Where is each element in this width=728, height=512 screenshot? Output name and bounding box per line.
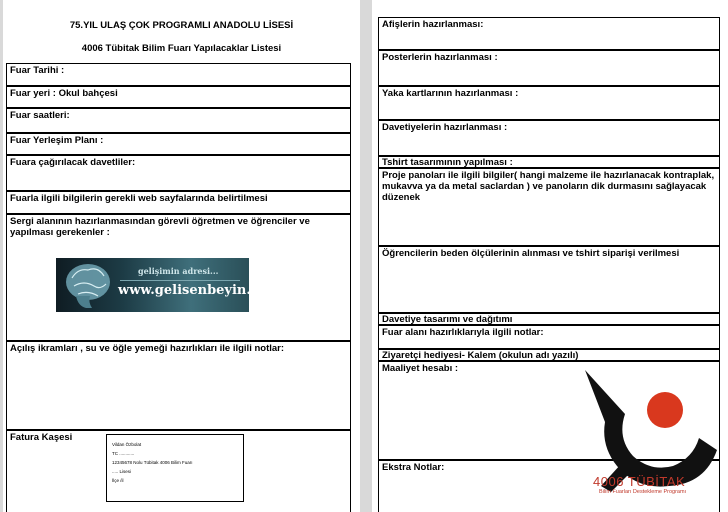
invite-design-label: Davetiye tasarımı ve dağıtımı	[382, 314, 513, 325]
banner-tagline: gelişimin adresi...	[138, 266, 219, 276]
stamp-line-school: ..... Lisesi	[112, 469, 132, 474]
posters-a-row	[378, 17, 720, 50]
invitations-row	[378, 120, 720, 156]
boards-row	[378, 168, 720, 246]
guests-row	[6, 155, 351, 191]
stamp-line-name: Vildan Özbolat	[112, 442, 142, 447]
logo-subtitle: Bilim Fuarları Destekleme Programı	[599, 489, 687, 495]
websites-label: Fuarla ilgili bilgilerin gerekli web sayfalarında belirtilmesi	[10, 193, 268, 204]
tshirt-order-label: Öğrencilerin beden ölçülerinin alınması ve tshirt siparişi verilmesi	[382, 248, 680, 259]
invoice-row	[6, 430, 351, 512]
badges-label: Yaka kartlarının hazırlanması :	[382, 88, 519, 99]
tshirt-design-row	[378, 156, 720, 168]
fair-hours-label: Fuar saatleri:	[10, 110, 70, 121]
gift-label: Ziyaretçi hediyesi- Kalem (okulun adı yazılı)	[382, 350, 579, 361]
posters-a-label: Afişlerin hazırlanması:	[382, 19, 484, 30]
list-title: 4006 Tübitak Bilim Fuarı Yapılacaklar Listesi	[81, 43, 282, 54]
banner-url: www.gelisenbeyin.net	[118, 283, 275, 298]
stamp-line-tc: TC ............	[112, 451, 135, 456]
area-notes-row	[378, 325, 720, 349]
layout-plan-row	[6, 133, 351, 155]
banner-image	[56, 258, 275, 312]
layout-plan-label: Fuar Yerleşim Planı :	[10, 135, 104, 146]
staff-row	[6, 214, 351, 341]
banner-divider	[120, 280, 240, 281]
staff-label: Sergi alanının hazırlanmasından görevli öğretmen ve öğrenciler ve yapılması gerekenler :	[10, 216, 310, 238]
extra-notes-label: Ekstra Notlar:	[382, 462, 445, 473]
posters-b-label: Posterlerin hazırlanması :	[382, 52, 498, 63]
school-title: 75.YIL ULAŞ ÇOK PROGRAMLI ANADOLU LİSESİ	[69, 20, 294, 31]
fair-date-row	[6, 63, 351, 86]
tshirt-design-label: Tshirt tasarımının yapılması :	[382, 157, 513, 168]
gift-row	[378, 349, 720, 361]
guests-label: Fuara çağırılacak davetliler:	[10, 157, 136, 168]
fair-hours-row	[6, 108, 351, 133]
left-page	[3, 0, 360, 512]
brain-icon	[58, 260, 114, 310]
right-page	[372, 0, 728, 512]
fair-place-row	[6, 86, 351, 108]
invite-design-row	[378, 313, 720, 325]
cost-label: Maaliyet hesabı :	[382, 363, 459, 374]
websites-row	[6, 191, 351, 214]
fair-date-label: Fuar Tarihi :	[10, 65, 65, 76]
badges-row	[378, 86, 720, 120]
tshirt-order-row	[378, 246, 720, 313]
invoice-label: Fatura Kaşesi	[10, 432, 73, 443]
catering-label: Açılış ikramları , su ve öğle yemeği hazırlıkları ile ilgili notlar:	[10, 343, 285, 354]
area-notes-label: Fuar alanı hazırlıklarıyla ilgili notlar:	[382, 327, 544, 338]
posters-b-row	[378, 50, 720, 86]
stamp-line-city: İlçe /il	[112, 478, 124, 483]
logo-name: 4006 TÜBİTAK	[593, 474, 686, 489]
stamp-line-project: 12345678 Nolu Tübitak 4006 Bilim Fuarı	[112, 460, 193, 465]
fair-place-label: Fuar yeri : Okul bahçesi	[10, 88, 118, 99]
catering-row	[6, 341, 351, 430]
invoice-stamp	[106, 434, 244, 502]
boards-label: Proje panoları ile ilgili bilgiler( hangi malzeme ile hazırlanacak kontraplak, mukavva ya da metal saclardan ) ve panoların dik durmasını sağlayacak düzenek	[382, 170, 715, 203]
invitations-label: Davetiyelerin hazırlanması :	[382, 122, 508, 133]
